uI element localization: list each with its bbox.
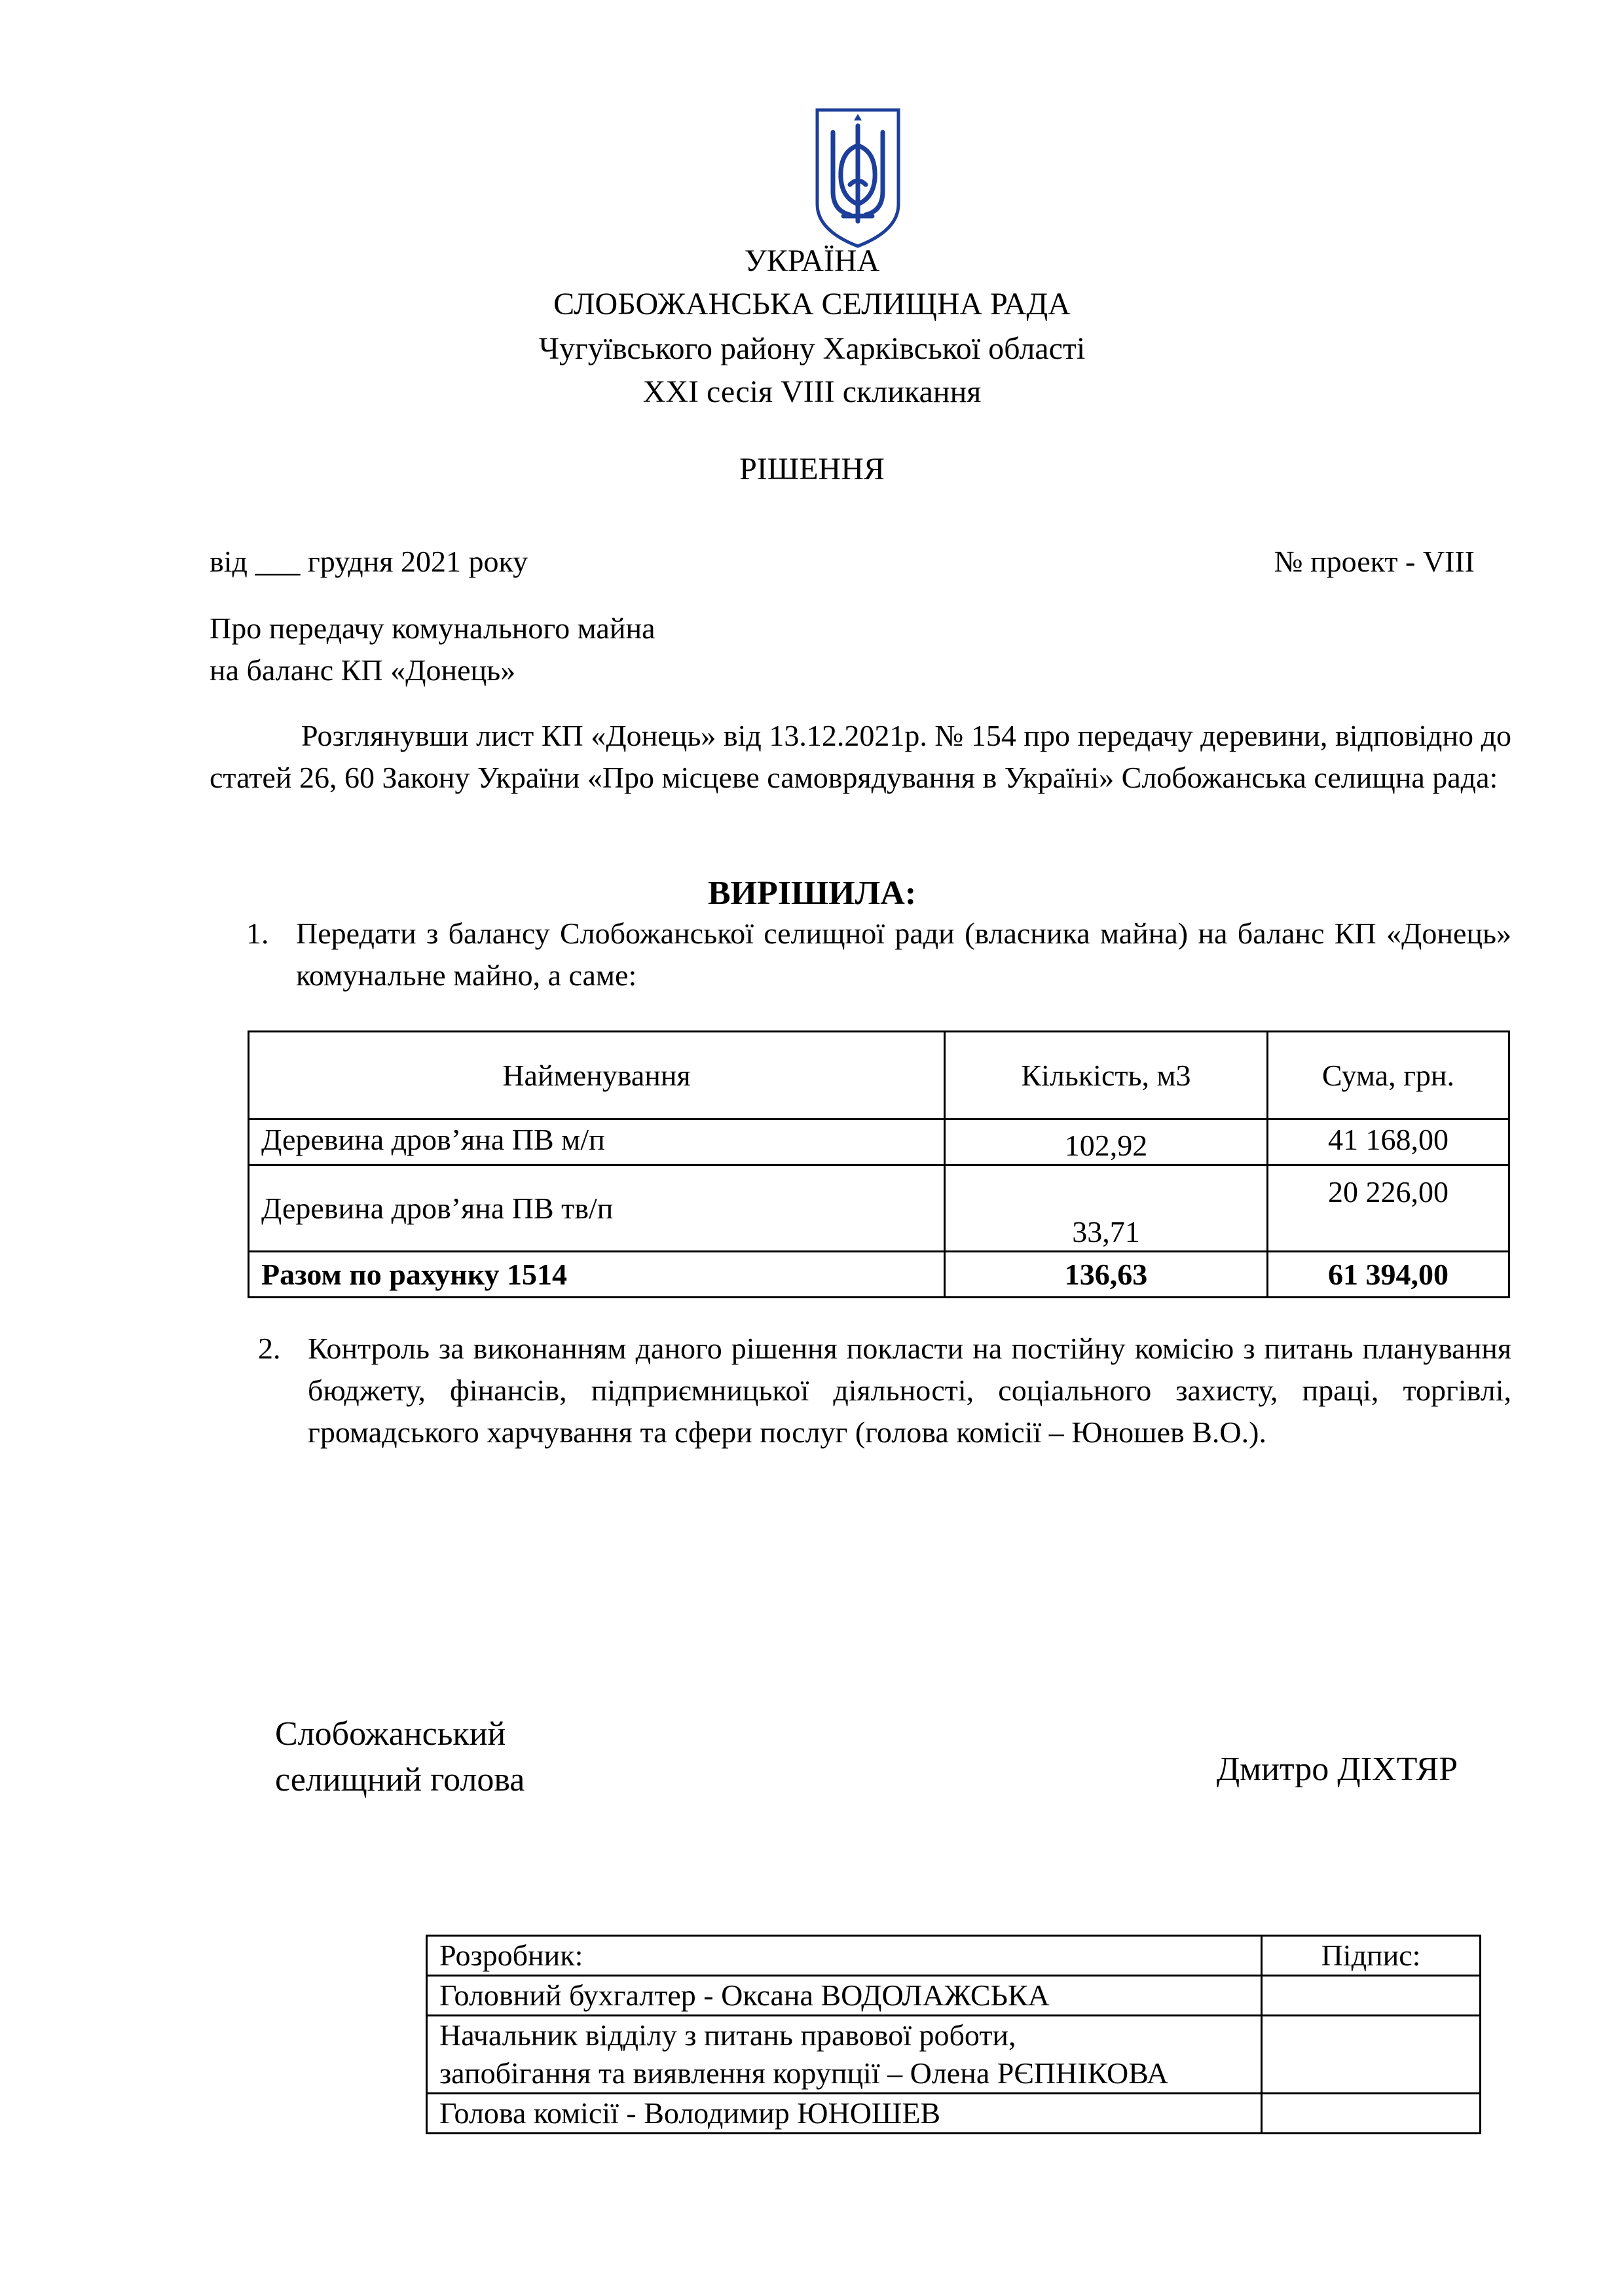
column-header-sum: Сума, грн. — [1268, 1032, 1509, 1120]
subject-line-1: Про передачу комунального майна — [210, 611, 655, 645]
signatory-name: Дмитро ДІХТЯР — [1216, 1751, 1458, 1788]
developer-name-line-2: запобігання та виявлення корупції – Олена РЄПНІКОВА — [439, 2056, 1169, 2090]
developer-table — [426, 1935, 1481, 2134]
decision-date: від ___ грудня 2021 року — [210, 545, 528, 578]
signatory-title-line-2: селищний голова — [275, 1761, 525, 1798]
session-name: XXI сесія VIII скликання — [642, 374, 982, 409]
table-total-row — [249, 1252, 1509, 1298]
document-type: РІШЕННЯ — [739, 452, 885, 486]
item-number: 1. — [246, 917, 269, 950]
table-row — [427, 2094, 1481, 2134]
signature-cell — [1262, 1976, 1481, 2016]
ukraine-coat-of-arms-icon — [813, 106, 902, 250]
table-row — [249, 1165, 1509, 1252]
developer-name-line-1: Начальник відділу з питань правової роботи, — [439, 2018, 1016, 2052]
table-header-row — [249, 1032, 1509, 1120]
column-header-quantity: Кількість, м3 — [945, 1032, 1268, 1120]
total-quantity: 136,63 — [945, 1252, 1268, 1298]
signature-cell — [1262, 2094, 1481, 2134]
signatory-title-line-1: Слобожанський — [275, 1715, 506, 1753]
subject-line-2: на баланс КП «Донець» — [210, 653, 516, 687]
decision-item-2 — [258, 1328, 1511, 1453]
developer-name: Головний бухгалтер - Оксана ВОДОЛАЖСЬКА — [427, 1976, 1262, 2016]
developer-name: Голова комісії - Володимир ЮНОШЕВ — [427, 2094, 1262, 2134]
signature-cell — [1262, 2016, 1481, 2094]
total-label: Разом по рахунку 1514 — [249, 1252, 945, 1298]
signatory-title — [275, 1711, 525, 1803]
cell-name: Деревина дров’яна ПВ тв/п — [249, 1165, 945, 1252]
intro-paragraph: Розглянувши лист КП «Донець» від 13.12.2021р. № 154 про передачу деревини, відповідно до статей 26, 60 Закону України «Про місцеве самоврядування в Україні» Слобожанська селищна рада: — [210, 719, 1511, 794]
signature-label: Підпис: — [1262, 1936, 1481, 1976]
developer-header-row — [427, 1936, 1481, 1976]
cell-quantity: 102,92 — [945, 1120, 1268, 1165]
table-row — [427, 2016, 1481, 2094]
decision-heading: ВИРІШИЛА: — [707, 875, 917, 912]
item-number: 2. — [258, 1332, 281, 1365]
cell-name: Деревина дров’яна ПВ м/п — [249, 1120, 945, 1165]
decision-item-1 — [246, 913, 1511, 996]
item-text: Передати з балансу Слобожанської селищної ради (власника майна) на баланс КП «Донець» комунальне майно, а саме: — [296, 917, 1511, 992]
cell-sum: 20 226,00 — [1268, 1165, 1509, 1252]
district-name: Чугуївського району Харківської області — [538, 331, 1086, 366]
country-name: УКРАЇНА — [744, 244, 880, 278]
table-row — [427, 1976, 1481, 2016]
decision-subject — [210, 608, 655, 691]
cell-quantity: 33,71 — [945, 1165, 1268, 1252]
developer-label: Розробник: — [427, 1936, 1262, 1976]
decision-number: № проект - VIII — [1274, 545, 1475, 578]
cell-sum: 41 168,00 — [1268, 1120, 1509, 1165]
total-sum: 61 394,00 — [1268, 1252, 1509, 1298]
property-table — [248, 1030, 1510, 1298]
developer-name — [427, 2016, 1262, 2094]
table-row — [249, 1120, 1509, 1165]
column-header-name: Найменування — [249, 1032, 945, 1120]
item-text: Контроль за виконанням даного рішення покласти на постійну комісію з питань планування бюджету, фінансів, підприємницької діяльності, соціального захисту, праці, торгівлі, громадського харчування та сфери послуг (голова комісії – Юношев В.О.). — [308, 1332, 1511, 1449]
council-name: СЛОБОЖАНСЬКА СЕЛИЩНА РАДА — [553, 287, 1071, 321]
